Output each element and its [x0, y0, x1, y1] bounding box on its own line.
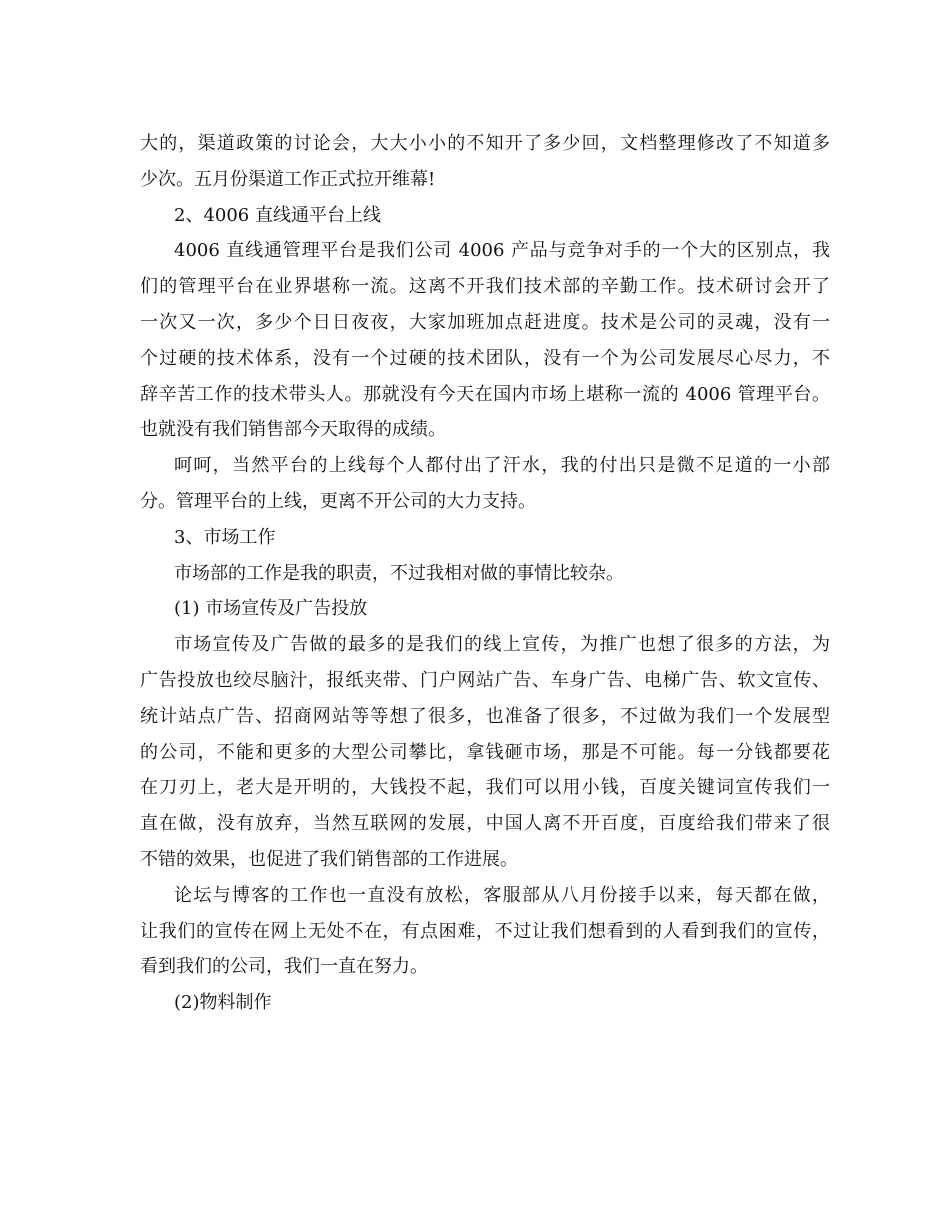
text-line: 4006 直线通管理平台是我们公司 4006 产品与竞争对手的一个大的区别点，我 — [174, 240, 830, 262]
text-line: 市场宣传及广告做的最多的是我们的线上宣传，为推广也想了很多的方法，为 — [174, 634, 830, 656]
text-line: 们的管理平台在业界堪称一流。这离不开我们技术部的辛勤工作。技术研讨会开了 — [140, 276, 830, 298]
text-line: 个过硬的技术体系，没有一个过硬的技术团队，没有一个为公司发展尽心尽力，不 — [140, 347, 830, 369]
text-line: 3、市场工作 — [174, 526, 276, 548]
text-line: 看到我们的公司，我们一直在努力。 — [140, 956, 428, 978]
text-line: 2、4006 直线通平台上线 — [174, 204, 381, 226]
text-line: 直在做，没有放弃，当然互联网的发展，中国人离不开百度，百度给我们带来了很 — [140, 813, 830, 835]
text-line: 广告投放也绞尽脑汁，报纸夹带、门户网站广告、车身广告、电梯广告、软文宣传、 — [140, 669, 830, 691]
text-line: (2)物料制作 — [174, 992, 272, 1014]
text-line: 论坛与博客的工作也一直没有放松，客服部从八月份接手以来，每天都在做， — [174, 884, 830, 906]
text-line: 也就没有我们销售部今天取得的成绩。 — [140, 419, 446, 441]
text-line: (1) 市场宣传及广告投放 — [174, 598, 368, 620]
text-line: 不错的效果，也促进了我们销售部的工作进展。 — [140, 848, 518, 870]
document-body — [140, 126, 830, 1021]
text-line: 在刀刃上，老大是开明的，大钱投不起，我们可以用小钱，百度关键词宣传我们一 — [140, 777, 830, 799]
text-line: 辞辛苦工作的技术带头人。那就没有今天在国内市场上堪称一流的 4006 管理平台。 — [140, 383, 830, 405]
text-line: 少次。五月份渠道工作正式拉开维幕! — [140, 168, 436, 190]
text-line: 一次又一次，多少个日日夜夜，大家加班加点赶进度。技术是公司的灵魂，没有一 — [140, 311, 830, 333]
text-line: 统计站点广告、招商网站等等想了很多，也准备了很多，不过做为我们一个发展型 — [140, 705, 830, 727]
text-line: 大的，渠道政策的讨论会，大大小小的不知开了多少回，文档整理修改了不知道多 — [140, 133, 830, 154]
text-line: 呵呵，当然平台的上线每个人都付出了汗水，我的付出只是微不足道的一小部 — [174, 455, 830, 477]
text-line: 分。管理平台的上线，更离不开公司的大力支持。 — [140, 490, 536, 512]
text-line: 市场部的工作是我的职责，不过我相对做的事情比较杂。 — [174, 562, 624, 584]
text-line: 的公司，不能和更多的大型公司攀比，拿钱砸市场，那是不可能。每一分钱都要花 — [140, 741, 830, 763]
text-line: 让我们的宣传在网上无处不在，有点困难，不过让我们想看到的人看到我们的宣传， — [140, 920, 830, 942]
